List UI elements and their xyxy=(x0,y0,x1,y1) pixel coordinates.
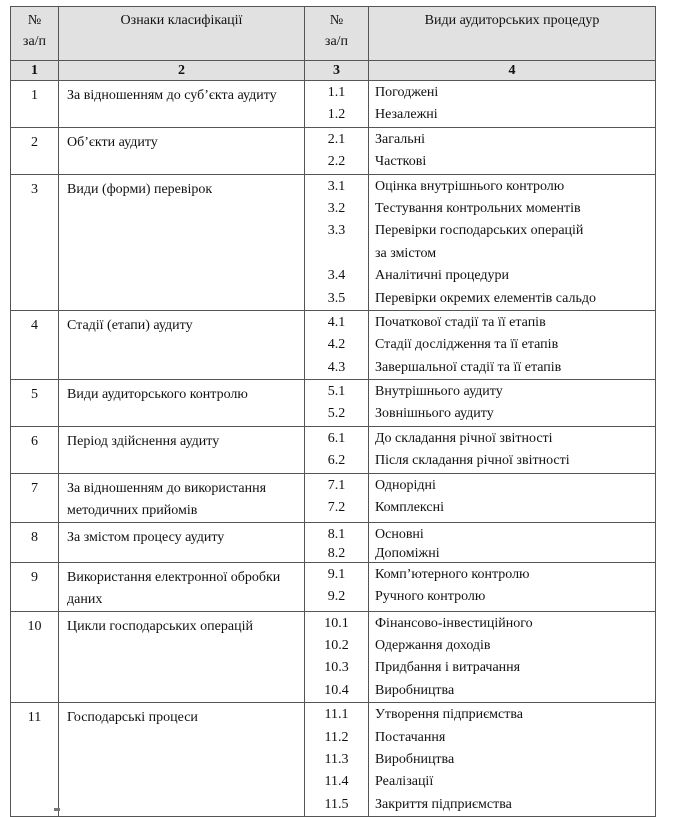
row-number: 5 xyxy=(11,380,59,427)
footnote-mark xyxy=(54,808,60,811)
procedure-code: 4.3 xyxy=(327,359,346,375)
procedure-item: Допоміжні xyxy=(375,545,440,561)
procedure-codes xyxy=(305,310,369,379)
procedure-item: Аналітичні процедури xyxy=(375,268,509,284)
procedure-codes xyxy=(305,174,369,310)
header-index-2: 2 xyxy=(59,61,305,81)
row-number: 10 xyxy=(11,611,59,703)
procedure-list xyxy=(369,522,656,562)
procedure-item: Однорідні xyxy=(375,477,436,493)
procedure-code: 11.3 xyxy=(324,751,349,767)
procedure-item: Комплексні xyxy=(375,500,444,516)
procedure-code: 4.1 xyxy=(327,314,346,330)
procedure-list xyxy=(369,611,656,703)
procedure-item: Виробництва xyxy=(375,682,455,698)
classification-name: Використання електронної обробки даних xyxy=(59,562,305,611)
procedure-code: 7.1 xyxy=(327,477,346,493)
classification-name: Цикли господарських операцій xyxy=(59,611,305,703)
row-number: 4 xyxy=(11,310,59,379)
procedure-item: Зовнішнього аудиту xyxy=(375,406,494,422)
procedure-list xyxy=(369,81,656,128)
procedure-item: Перевірки господарських операцій xyxy=(375,223,584,239)
procedure-item: Утворення підприємства xyxy=(375,707,524,723)
procedure-list xyxy=(369,562,656,611)
header-index-1: 1 xyxy=(11,61,59,81)
procedure-list xyxy=(369,426,656,473)
procedure-list xyxy=(369,310,656,379)
procedure-code: 1.2 xyxy=(327,107,346,123)
procedure-item: Незалежні xyxy=(375,107,438,123)
procedure-list xyxy=(369,127,656,174)
procedure-item: Завершальної стадії та її етапів xyxy=(375,359,562,375)
row-number: 6 xyxy=(11,426,59,473)
procedure-code: 11.1 xyxy=(324,707,349,723)
procedure-item: Внутрішнього аудиту xyxy=(375,384,503,400)
table-body xyxy=(11,81,656,817)
procedure-code: 6.1 xyxy=(327,430,346,446)
procedure-codes xyxy=(305,380,369,427)
procedure-codes xyxy=(305,562,369,611)
table-row xyxy=(11,81,656,128)
procedure-code: 6.2 xyxy=(327,453,346,469)
procedure-code: 10.4 xyxy=(324,682,349,698)
procedure-codes xyxy=(305,426,369,473)
procedure-item: Виробництва xyxy=(375,751,455,767)
row-number: 11 xyxy=(11,703,59,817)
procedure-code: 9.1 xyxy=(327,566,346,582)
header-classification: Ознаки класифікації xyxy=(59,7,305,61)
procedure-code: 10.1 xyxy=(324,615,349,631)
procedure-code: 7.2 xyxy=(327,500,346,516)
procedure-code: 3.2 xyxy=(327,200,346,216)
procedure-code: 3.3 xyxy=(327,223,346,239)
row-number: 7 xyxy=(11,473,59,522)
procedure-code: 11.4 xyxy=(324,774,349,790)
procedure-code: 2.2 xyxy=(327,154,346,170)
procedure-list xyxy=(369,380,656,427)
procedure-code: 8.1 xyxy=(327,526,346,542)
row-number: 3 xyxy=(11,174,59,310)
procedure-code: 5.2 xyxy=(327,406,346,422)
header-number-symbol: № xyxy=(27,13,42,28)
procedure-codes xyxy=(305,611,369,703)
table-row xyxy=(11,703,656,817)
procedure-item: Часткові xyxy=(375,154,427,170)
header-number xyxy=(11,7,59,61)
procedure-code: 3.5 xyxy=(327,290,346,306)
classification-name: Стадії (етапи) аудиту xyxy=(59,310,305,379)
classification-name: Види (форми) перевірок xyxy=(59,174,305,310)
row-number: 9 xyxy=(11,562,59,611)
classification-name: Господарські процеси xyxy=(59,703,305,817)
procedure-item: Постачання xyxy=(375,729,446,745)
procedure-codes xyxy=(305,703,369,817)
procedure-item: Одержання доходів xyxy=(375,638,491,654)
procedure-item: Перевірки окремих елементів сальдо xyxy=(375,290,597,306)
table-row xyxy=(11,473,656,522)
header-index-3: 3 xyxy=(305,61,369,81)
procedure-item: Закриття підприємства xyxy=(375,796,512,812)
table-row xyxy=(11,380,656,427)
procedure-item: Основні xyxy=(375,526,424,542)
procedure-code: 9.2 xyxy=(327,589,346,605)
table-row xyxy=(11,562,656,611)
procedure-item: До складання річної звітності xyxy=(375,430,553,446)
header-procedures: Види аудиторських процедур xyxy=(369,7,656,61)
row-number: 2 xyxy=(11,127,59,174)
procedure-item: Ручного контролю xyxy=(375,589,486,605)
table-row xyxy=(11,611,656,703)
procedure-item: Погоджені xyxy=(375,85,439,100)
procedure-code: 11.2 xyxy=(324,729,349,745)
procedure-code: 8.2 xyxy=(327,545,346,561)
procedure-code: 5.1 xyxy=(327,384,346,400)
row-number: 1 xyxy=(11,81,59,128)
row-number: 8 xyxy=(11,522,59,562)
procedure-code: 11.5 xyxy=(324,796,349,812)
procedure-code: 3.4 xyxy=(327,268,346,284)
header-code-symbol: № xyxy=(329,13,344,28)
table-row xyxy=(11,426,656,473)
procedure-code xyxy=(305,243,368,265)
procedure-item: Фінансово-інвестиційного xyxy=(375,615,533,631)
procedure-item: Початкової стадії та її етапів xyxy=(375,314,546,330)
procedure-code: 2.1 xyxy=(327,131,346,147)
header-number-label: за/п xyxy=(22,34,47,49)
procedure-list xyxy=(369,473,656,522)
classification-name: За відношенням до суб’єкта аудиту xyxy=(59,81,305,128)
header-index-4: 4 xyxy=(369,61,656,81)
classification-name: За відношенням до використання методичних прийомів xyxy=(59,473,305,522)
procedure-code: 10.3 xyxy=(324,660,349,676)
procedure-item: Комп’ютерного контролю xyxy=(375,566,530,582)
classification-name: Період здійснення аудиту xyxy=(59,426,305,473)
table-header xyxy=(11,7,656,81)
procedure-code: 4.2 xyxy=(327,337,346,353)
procedure-list xyxy=(369,174,656,310)
classification-name: За змістом процесу аудиту xyxy=(59,522,305,562)
procedure-item: Стадії дослідження та її етапів xyxy=(375,337,559,353)
table-row xyxy=(11,127,656,174)
header-code-label: за/п xyxy=(324,34,349,49)
procedure-item: Оцінка внутрішнього контролю xyxy=(375,178,565,194)
classification-name: Об’єкти аудиту xyxy=(59,127,305,174)
procedure-item: Реалізації xyxy=(375,774,434,790)
procedure-list xyxy=(369,703,656,817)
procedure-codes xyxy=(305,473,369,522)
procedure-codes xyxy=(305,81,369,128)
procedure-codes xyxy=(305,522,369,562)
table-row xyxy=(11,174,656,310)
procedure-code: 3.1 xyxy=(327,178,346,194)
procedure-code: 1.1 xyxy=(327,85,346,100)
procedure-item: за змістом xyxy=(375,245,437,261)
table-row xyxy=(11,310,656,379)
table-row xyxy=(11,522,656,562)
procedure-code: 10.2 xyxy=(324,638,349,654)
procedure-item: Придбання і витрачання xyxy=(375,660,521,676)
classification-name: Види аудиторського контролю xyxy=(59,380,305,427)
header-code xyxy=(305,7,369,61)
procedure-item: Тестування контрольних моментів xyxy=(375,200,581,216)
procedure-item: Після складання річної звітності xyxy=(375,453,570,469)
procedure-codes xyxy=(305,127,369,174)
procedure-item: Загальні xyxy=(375,131,426,147)
audit-procedures-table xyxy=(10,6,656,817)
